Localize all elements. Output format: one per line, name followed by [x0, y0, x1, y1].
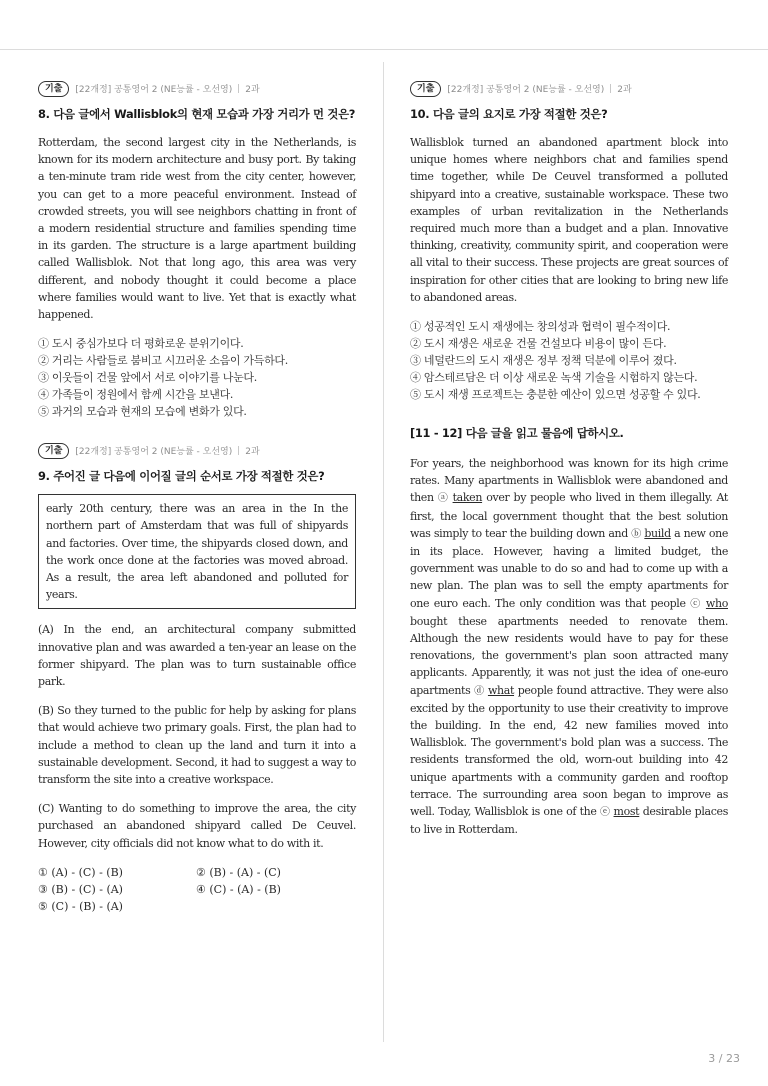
underlined-b: build: [644, 526, 671, 540]
option-5[interactable]: ⑤ 도시 재생 프로젝트는 충분한 예산이 있으면 성공할 수 있다.: [410, 388, 701, 402]
paragraph-b: (B) So they turned to the public for help by asking for plans that would achieve two primary goals. First, the plan had to include a method to clean up the land and turn it into a sustainable development. Second, it had to suggest a way to transform the site into a creative workspace.: [38, 704, 356, 787]
tag-separator: [238, 446, 239, 455]
option-4[interactable]: ④ 가족들이 정원에서 함께 시간을 보낸다.: [38, 388, 234, 402]
marker-d: ⓓ: [474, 685, 485, 697]
lesson-label: 2과: [617, 85, 632, 95]
underlined-a: taken: [452, 491, 483, 505]
source-name: [22개정] 공통영어 2 (NE능률 - 오선영): [447, 85, 605, 95]
header-rule: [0, 49, 768, 50]
option-2[interactable]: ② 거리는 사람들로 붐비고 시끄러운 소음이 가득하다.: [38, 354, 288, 368]
answer-options: [410, 318, 728, 403]
lesson-label: 2과: [245, 447, 260, 458]
given-passage-box: early 20th century, there was an area in the In the northern part of Amsterdam that was full of shipyards and factories. Over time, the shipyards closed down, and the work once done at the factories was moved abroad. As a result, the area left abandoned and polluted for years.: [38, 494, 356, 609]
option-4[interactable]: ④ 암스테르담은 더 이상 새로운 녹색 기술을 시험하지 않는다.: [410, 371, 698, 385]
question-title: 10. 다음 글의 요지로 가장 적절한 것은?: [410, 107, 608, 121]
question-title: 8. 다음 글에서 Wallisblok의 현재 모습과 가장 거리가 먼 것은?: [38, 107, 356, 121]
passage: Wallisblok turned an abandoned apartment block into unique homes where neighbors chat and families spend time together, while De Ceuvel transformed a polluted shipyard into a creative, sustainable workspace. These two examples of urban revitalization in the Netherlands required much more than a budget and a plan. Innovative thinking, creativity, community spirit, and cooperation were all vital to their success. These projects are great sources of inspiration for other cities that are looking to bring new life to abandoned areas.: [410, 136, 728, 304]
answer-options: [38, 864, 356, 915]
option-4[interactable]: ④ (C) - (A) - (B): [196, 882, 281, 896]
past-exam-badge: 기출: [38, 81, 69, 97]
questions-11-12: [410, 425, 728, 838]
question-10: [410, 80, 728, 403]
option-3[interactable]: ③ 네덜란드의 도시 재생은 정부 정책 덕분에 이루어 졌다.: [410, 354, 677, 368]
paragraph-c: (C) Wanting to do something to improve the area, the city purchased an abandoned shipyard called De Ceuvel. However, city officials did not know what to do with it.: [38, 802, 356, 850]
underlined-d: what: [487, 683, 515, 697]
right-column: [410, 80, 728, 839]
option-1[interactable]: ① (A) - (C) - (B): [38, 865, 123, 879]
source-name: [22개정] 공통영어 2 (NE능률 - 오선영): [75, 85, 233, 95]
marker-b: ⓑ: [631, 528, 642, 540]
tag-separator: [610, 84, 611, 93]
question-8: [38, 80, 356, 420]
option-5[interactable]: ⑤ (C) - (B) - (A): [38, 899, 123, 913]
past-exam-badge: 기출: [38, 443, 69, 459]
past-exam-badge: 기출: [410, 81, 441, 97]
column-divider: [383, 62, 384, 1042]
question-set-title: [11 - 12] 다음 글을 읽고 물음에 답하시오.: [410, 426, 624, 441]
underlined-e: most: [613, 805, 640, 819]
answer-options: [38, 335, 356, 420]
tag-separator: [238, 84, 239, 93]
marker-c: ⓒ: [690, 598, 702, 610]
page-number: 3 / 23: [708, 1052, 740, 1065]
question-title: 9. 주어진 글 다음에 이어질 글의 순서로 가장 적절한 것은?: [38, 469, 325, 484]
source-tagline: [410, 80, 728, 97]
passage: For years, the neighborhood was known for its high crime rates. Many apartments in Wallisblok were abandoned and then ⓐ taken over by people who lived in them illegally. At first, the local government thought that the best solution was simply to tear the building down and ⓑ build a new one in its place. However, having a limited budget, the government was unable to do so and had to come up with a new plan. The plan was to sell the empty apartments for one euro each. The only condition was that people ⓒ who bought these apartments needed to renovate them. Although the new residents would have to pay for these renovations, the government's plan soon attracted many applicants. Apparently, it was not just the idea of one-euro apartments ⓓ what people found attractive. They were also excited by the opportunity to use their creativity to improve the building. In the end, 42 new families moved into Wallisblok. The government's bold plan was a success. The residents transformed the old, worn-out building into 42 unique apartments with a community garden and rooftop terrace. The surrounding area soon began to improve as well. Today, Wallisblok is one of the ⓔ most desirable places to live in Rotterdam.: [410, 457, 729, 837]
lesson-label: 2과: [245, 85, 260, 95]
source-tagline: [38, 80, 356, 97]
option-3[interactable]: ③ 이웃들이 건물 앞에서 서로 이야기를 나눈다.: [38, 371, 257, 385]
passage: Rotterdam, the second largest city in the Netherlands, is known for its modern architecture and busy port. By taking a ten-minute tram ride west from the city center, however, you can get to a more peaceful environment. Instead of crowded streets, you will see neighbors chatting in front of a modern residential structure and families spending time in its garden. The structure is a large apartment building called Wallisblok. Not that long ago, this area was very different, and nobody thought it could become a place where families would want to live. Yet that is exactly what happened.: [38, 136, 356, 322]
option-1[interactable]: ① 도시 중심가보다 더 평화로운 분위기이다.: [38, 337, 244, 351]
paragraph-a: (A) In the end, an architectural company submitted innovative plan and was awarded a ten-year an lease on the former shipyard. The plan was to turn sustainable office park.: [38, 623, 356, 689]
option-2[interactable]: ② (B) - (A) - (C): [196, 865, 281, 879]
option-3[interactable]: ③ (B) - (C) - (A): [38, 882, 123, 896]
marker-a: ⓐ: [437, 493, 449, 505]
question-9: [38, 442, 356, 915]
option-2[interactable]: ② 도시 재생은 새로운 건물 건설보다 비용이 많이 든다.: [410, 337, 667, 351]
source-name: [22개정] 공통영어 2 (NE능률 - 오선영): [75, 447, 233, 458]
marker-e: ⓔ: [600, 807, 611, 819]
source-tagline: [38, 442, 356, 459]
option-5[interactable]: ⑤ 과거의 모습과 현재의 모습에 변화가 있다.: [38, 405, 247, 419]
left-column: [38, 80, 356, 915]
underlined-c: who: [705, 596, 728, 610]
option-1[interactable]: ① 성공적인 도시 재생에는 창의성과 협력이 필수적이다.: [410, 320, 671, 334]
